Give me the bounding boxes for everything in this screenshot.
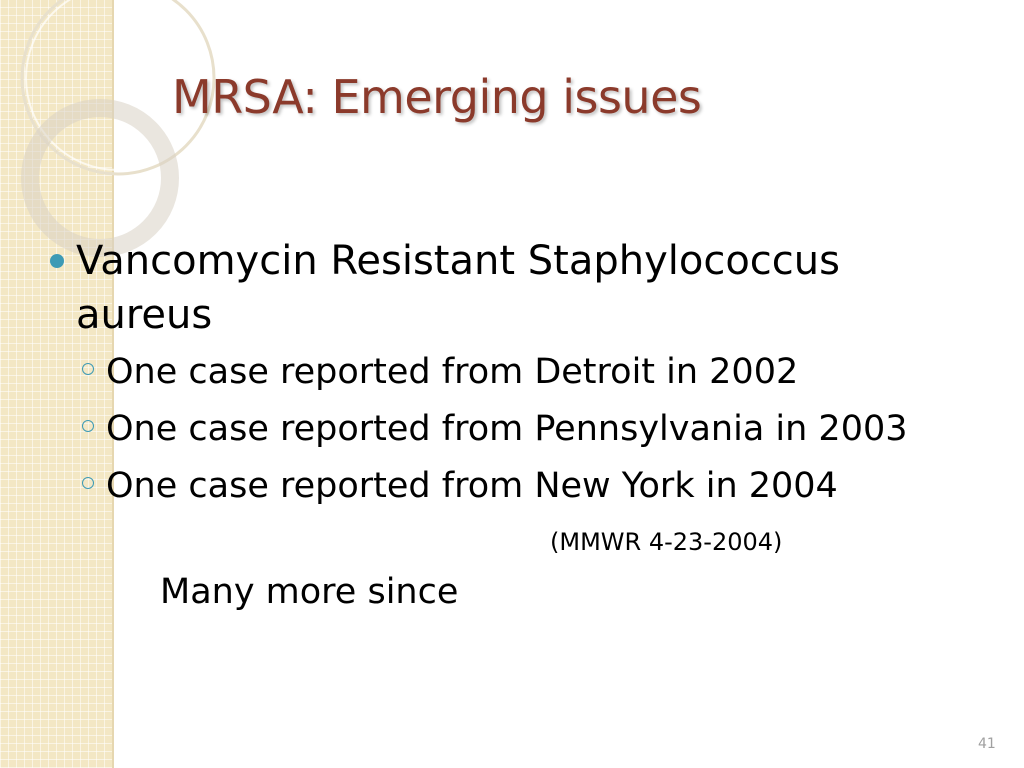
decorative-circles bbox=[0, 0, 200, 260]
sub-bullet-text: One case reported from Detroit in 2002 bbox=[106, 352, 799, 392]
filled-circle-bullet-icon bbox=[50, 254, 64, 268]
sub-bullet bbox=[82, 409, 908, 449]
sub-bullet-text: One case reported from New York in 2004 bbox=[106, 466, 838, 506]
sub-bullet-text: One case reported from Pennsylvania in 2003 bbox=[106, 409, 908, 449]
hollow-circle-bullet-icon bbox=[82, 477, 94, 489]
slide-number: 41 bbox=[978, 736, 996, 752]
hollow-circle-bullet-icon bbox=[82, 420, 94, 432]
note-text: Many more since bbox=[160, 572, 459, 612]
main-bullet-text: Vancomycin Resistant Staphylococcus aureus bbox=[76, 238, 840, 338]
citation: (MMWR 4-23-2004) bbox=[550, 528, 783, 556]
hollow-circle-bullet-icon bbox=[82, 363, 94, 375]
sub-bullet bbox=[82, 352, 798, 392]
decorative-thick-circle bbox=[30, 108, 170, 248]
main-bullet bbox=[50, 234, 910, 342]
slide-title: MRSA: Emerging issues bbox=[172, 70, 702, 124]
sub-bullet bbox=[82, 466, 838, 506]
